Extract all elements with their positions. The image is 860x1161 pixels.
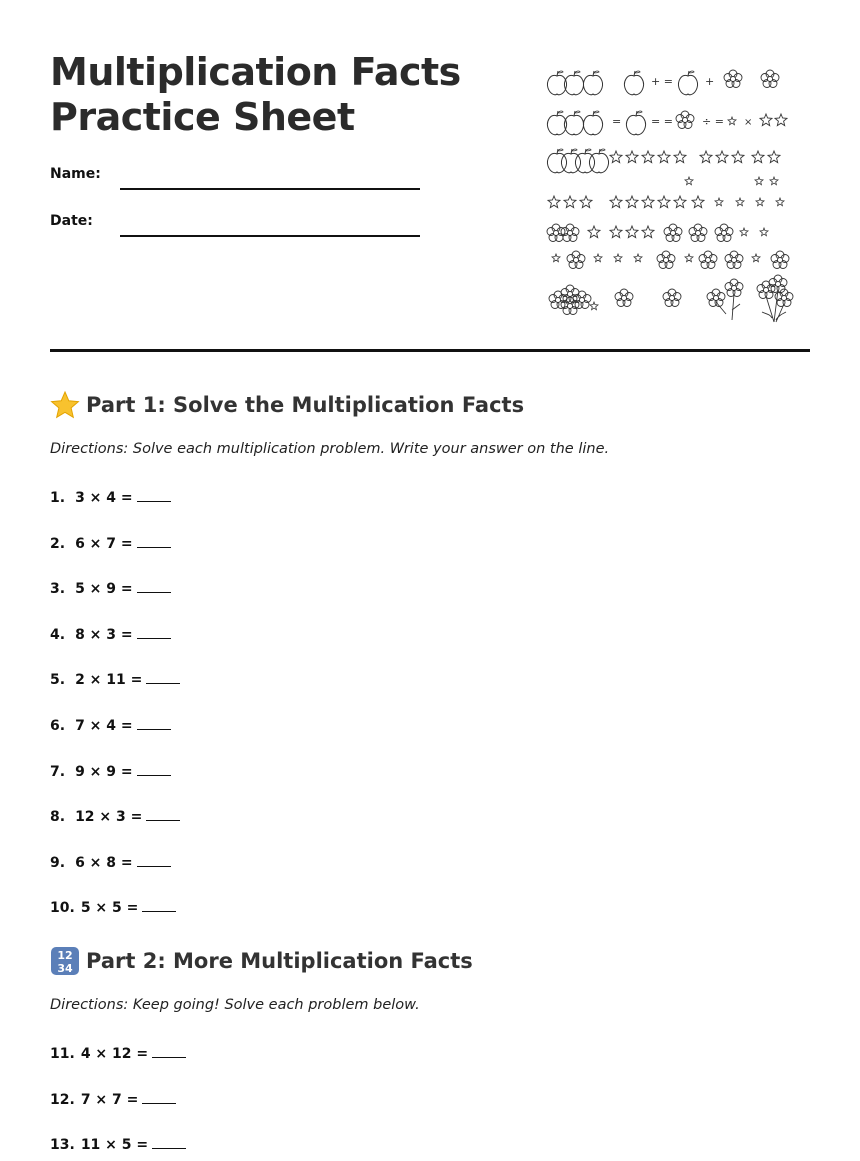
- name-field[interactable]: [50, 166, 430, 190]
- problem-expression: 7 × 7 =: [80, 1092, 139, 1108]
- section-divider: [50, 349, 810, 352]
- date-field[interactable]: [50, 213, 430, 237]
- problem-5: [50, 669, 180, 689]
- name-line[interactable]: [120, 188, 420, 190]
- problem-number: 11.: [50, 1046, 75, 1062]
- answer-blank[interactable]: [152, 1043, 186, 1058]
- part-2-heading: [50, 944, 473, 976]
- numbers-1234-icon: [50, 946, 80, 976]
- date-label: Date:: [50, 213, 93, 229]
- problem-expression: 8 × 3 =: [75, 627, 133, 643]
- problem-number: 9.: [50, 855, 66, 871]
- problem-expression: 3 × 4 =: [75, 490, 133, 506]
- answer-blank[interactable]: [152, 1134, 186, 1149]
- page-title: [50, 50, 520, 140]
- svg-text:=: =: [612, 115, 622, 128]
- problem-expression: 5 × 9 =: [75, 581, 133, 597]
- svg-text:+ =: + =: [651, 75, 673, 88]
- svg-text:×: ×: [744, 117, 753, 128]
- problem-number: 1.: [50, 490, 66, 506]
- problem-9: [50, 852, 171, 872]
- part-2-title: Part 2: More Multiplication Facts: [86, 949, 473, 973]
- problem-expression: 9 × 9 =: [75, 764, 133, 780]
- answer-blank[interactable]: [137, 852, 171, 867]
- part-2-directions: Directions: Keep going! Solve each problem below.: [50, 997, 420, 1013]
- problem-number: 13.: [50, 1137, 75, 1153]
- problem-expression: 12 × 3 =: [75, 809, 143, 825]
- problem-3: [50, 578, 171, 598]
- problem-10: [50, 897, 176, 917]
- answer-blank[interactable]: [146, 806, 180, 821]
- problem-7: [50, 761, 171, 781]
- title-line-2: Practice Sheet: [50, 95, 355, 139]
- problem-number: 6.: [50, 718, 66, 734]
- problem-number: 2.: [50, 536, 66, 552]
- part-1-heading: [50, 388, 524, 420]
- problem-4: [50, 624, 171, 644]
- problem-number: 10.: [50, 900, 75, 916]
- problem-number: 7.: [50, 764, 66, 780]
- date-line[interactable]: [120, 235, 420, 237]
- problem-6: [50, 715, 171, 735]
- svg-text:÷ =: ÷ =: [702, 115, 724, 128]
- problem-11: [50, 1043, 186, 1063]
- icon-text-top: 12: [57, 949, 73, 962]
- problem-12: [50, 1089, 176, 1109]
- problem-expression: 6 × 8 =: [75, 855, 133, 871]
- answer-blank[interactable]: [142, 897, 176, 912]
- answer-blank[interactable]: [137, 533, 171, 548]
- svg-text:+: +: [705, 75, 715, 88]
- answer-blank[interactable]: [142, 1089, 176, 1104]
- problem-1: [50, 487, 171, 507]
- answer-blank[interactable]: [137, 487, 171, 502]
- answer-blank[interactable]: [137, 715, 171, 730]
- answer-blank[interactable]: [146, 669, 180, 684]
- title-line-1: Multiplication Facts: [50, 50, 461, 94]
- problem-number: 12.: [50, 1092, 75, 1108]
- answer-blank[interactable]: [137, 578, 171, 593]
- problem-expression: 5 × 5 =: [80, 900, 139, 916]
- problem-number: 5.: [50, 672, 66, 688]
- problem-expression: 6 × 7 =: [75, 536, 133, 552]
- problem-expression: 7 × 4 =: [75, 718, 133, 734]
- problem-expression: 4 × 12 =: [80, 1046, 149, 1062]
- problem-number: 3.: [50, 581, 66, 597]
- part-1-title: Part 1: Solve the Multiplication Facts: [86, 393, 525, 417]
- problem-number: 8.: [50, 809, 66, 825]
- doodle-art-icon: [540, 62, 810, 332]
- answer-blank[interactable]: [137, 761, 171, 776]
- problem-8: [50, 806, 180, 826]
- problem-number: 4.: [50, 627, 66, 643]
- problem-expression: 2 × 11 =: [75, 672, 143, 688]
- icon-text-bottom: 34: [57, 962, 73, 975]
- doodle-illustration: [540, 62, 810, 332]
- svg-text:= =: = =: [651, 115, 673, 128]
- star-icon: [50, 390, 80, 420]
- part-1-directions: Directions: Solve each multiplication problem. Write your answer on the line.: [50, 441, 610, 457]
- problem-13: [50, 1134, 186, 1154]
- answer-blank[interactable]: [137, 624, 171, 639]
- name-label: Name:: [50, 166, 101, 182]
- problem-expression: 11 × 5 =: [80, 1137, 149, 1153]
- problem-2: [50, 533, 171, 553]
